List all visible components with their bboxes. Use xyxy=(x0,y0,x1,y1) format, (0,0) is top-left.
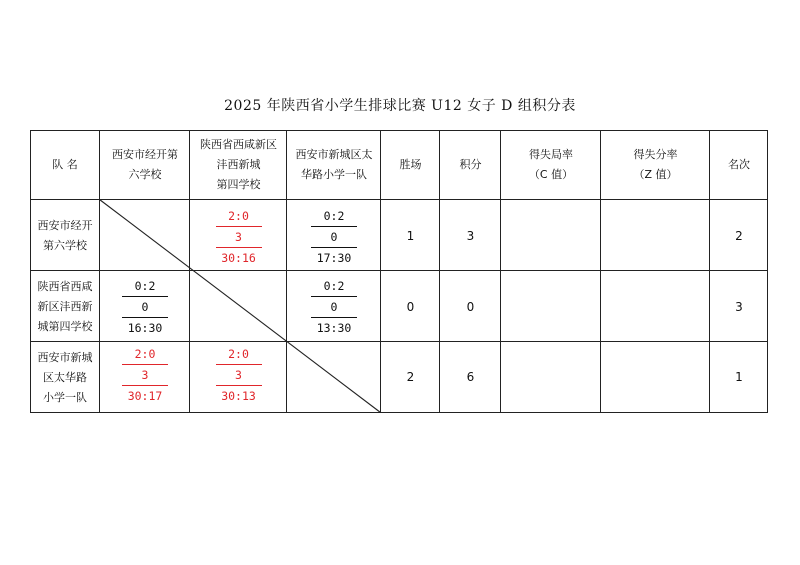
match-points: 0 xyxy=(330,300,338,314)
point-score: 30:16 xyxy=(221,251,256,265)
header-line: 第四学校 xyxy=(216,178,261,191)
points-row-2: 0 xyxy=(466,299,475,314)
c-value-row-1 xyxy=(501,200,601,271)
c-value-row-2 xyxy=(501,271,601,342)
match-points: 0 xyxy=(330,230,338,244)
header-line: 陕西省西咸新区 xyxy=(200,138,277,151)
header-opp-2 xyxy=(190,130,287,200)
points-row-3: 6 xyxy=(466,370,475,384)
match-points: 0 xyxy=(141,300,149,314)
team-name-row-3 xyxy=(30,342,100,413)
set-score: 2:0 xyxy=(228,347,249,361)
header-z-ratio xyxy=(601,130,710,200)
header-line: 西安市新城区太 xyxy=(295,148,373,161)
set-score: 2:0 xyxy=(228,209,249,223)
header-line: 六学校 xyxy=(128,168,162,181)
match-result-r3-c1 xyxy=(100,344,190,406)
team-name-line: 第六学校 xyxy=(43,238,87,252)
point-score: 13:30 xyxy=(316,321,352,335)
team-name-line: 新区沣西新 xyxy=(37,299,93,313)
wins-row-2: 0 xyxy=(406,299,415,314)
match-result-r1-c2 xyxy=(190,206,287,268)
header-points: 积分 xyxy=(459,158,482,171)
team-name-line: 陕西省西咸 xyxy=(37,279,93,293)
header-opp-3 xyxy=(287,130,381,200)
match-result-r2-c1 xyxy=(100,276,190,338)
header-line: 西安市经开第 xyxy=(112,148,178,161)
header-opp-1 xyxy=(100,130,190,200)
page-title: 2025 年陕西省小学生排球比赛 U12 女子 D 组积分表 xyxy=(224,98,576,114)
header-c-ratio xyxy=(501,130,601,200)
standings-table xyxy=(30,130,768,413)
header-line: （C 值） xyxy=(528,168,574,181)
team-name-line: 西安市新城 xyxy=(37,350,93,364)
set-score: 0:2 xyxy=(134,279,156,293)
header-line: 沣西新城 xyxy=(216,158,261,171)
header-team: 队 名 xyxy=(52,158,78,171)
match-points: 3 xyxy=(235,230,242,244)
rank-row-3: 1 xyxy=(735,370,743,384)
header-rank: 名次 xyxy=(728,158,750,171)
team-name-line: 小学一队 xyxy=(43,390,87,404)
set-score: 2:0 xyxy=(134,347,156,361)
match-points: 3 xyxy=(141,368,149,382)
header-wins: 胜场 xyxy=(399,158,422,171)
match-result-r1-c3 xyxy=(287,206,381,268)
point-score: 30:13 xyxy=(221,389,256,403)
header-line: 得失局率 xyxy=(529,148,573,161)
point-score: 17:30 xyxy=(316,251,352,265)
match-points: 3 xyxy=(235,368,242,382)
points-row-1: 3 xyxy=(466,228,475,243)
z-value-row-1 xyxy=(601,200,710,271)
set-score: 0:2 xyxy=(323,279,345,293)
team-name-line: 区太华路 xyxy=(43,370,87,384)
wins-row-3: 2 xyxy=(406,370,415,384)
team-name-line: 西安市经开 xyxy=(37,218,93,232)
match-result-r3-c2 xyxy=(190,344,287,406)
match-result-r2-c3 xyxy=(287,276,381,338)
point-score: 16:30 xyxy=(127,321,163,335)
header-line: （Z 值） xyxy=(633,168,678,181)
rank-row-2: 3 xyxy=(735,299,743,314)
z-value-row-3 xyxy=(601,342,710,413)
team-name-line: 城第四学校 xyxy=(37,319,93,333)
z-value-row-2 xyxy=(601,271,710,342)
set-score: 0:2 xyxy=(323,209,345,223)
rank-row-1: 2 xyxy=(735,228,743,243)
team-name-row-1 xyxy=(30,200,100,271)
header-line: 得失分率 xyxy=(633,148,678,161)
header-line: 华路小学一队 xyxy=(301,168,367,181)
wins-row-1: 1 xyxy=(406,228,415,243)
team-name-row-2 xyxy=(30,271,100,342)
c-value-row-3 xyxy=(501,342,601,413)
point-score: 30:17 xyxy=(127,389,163,403)
